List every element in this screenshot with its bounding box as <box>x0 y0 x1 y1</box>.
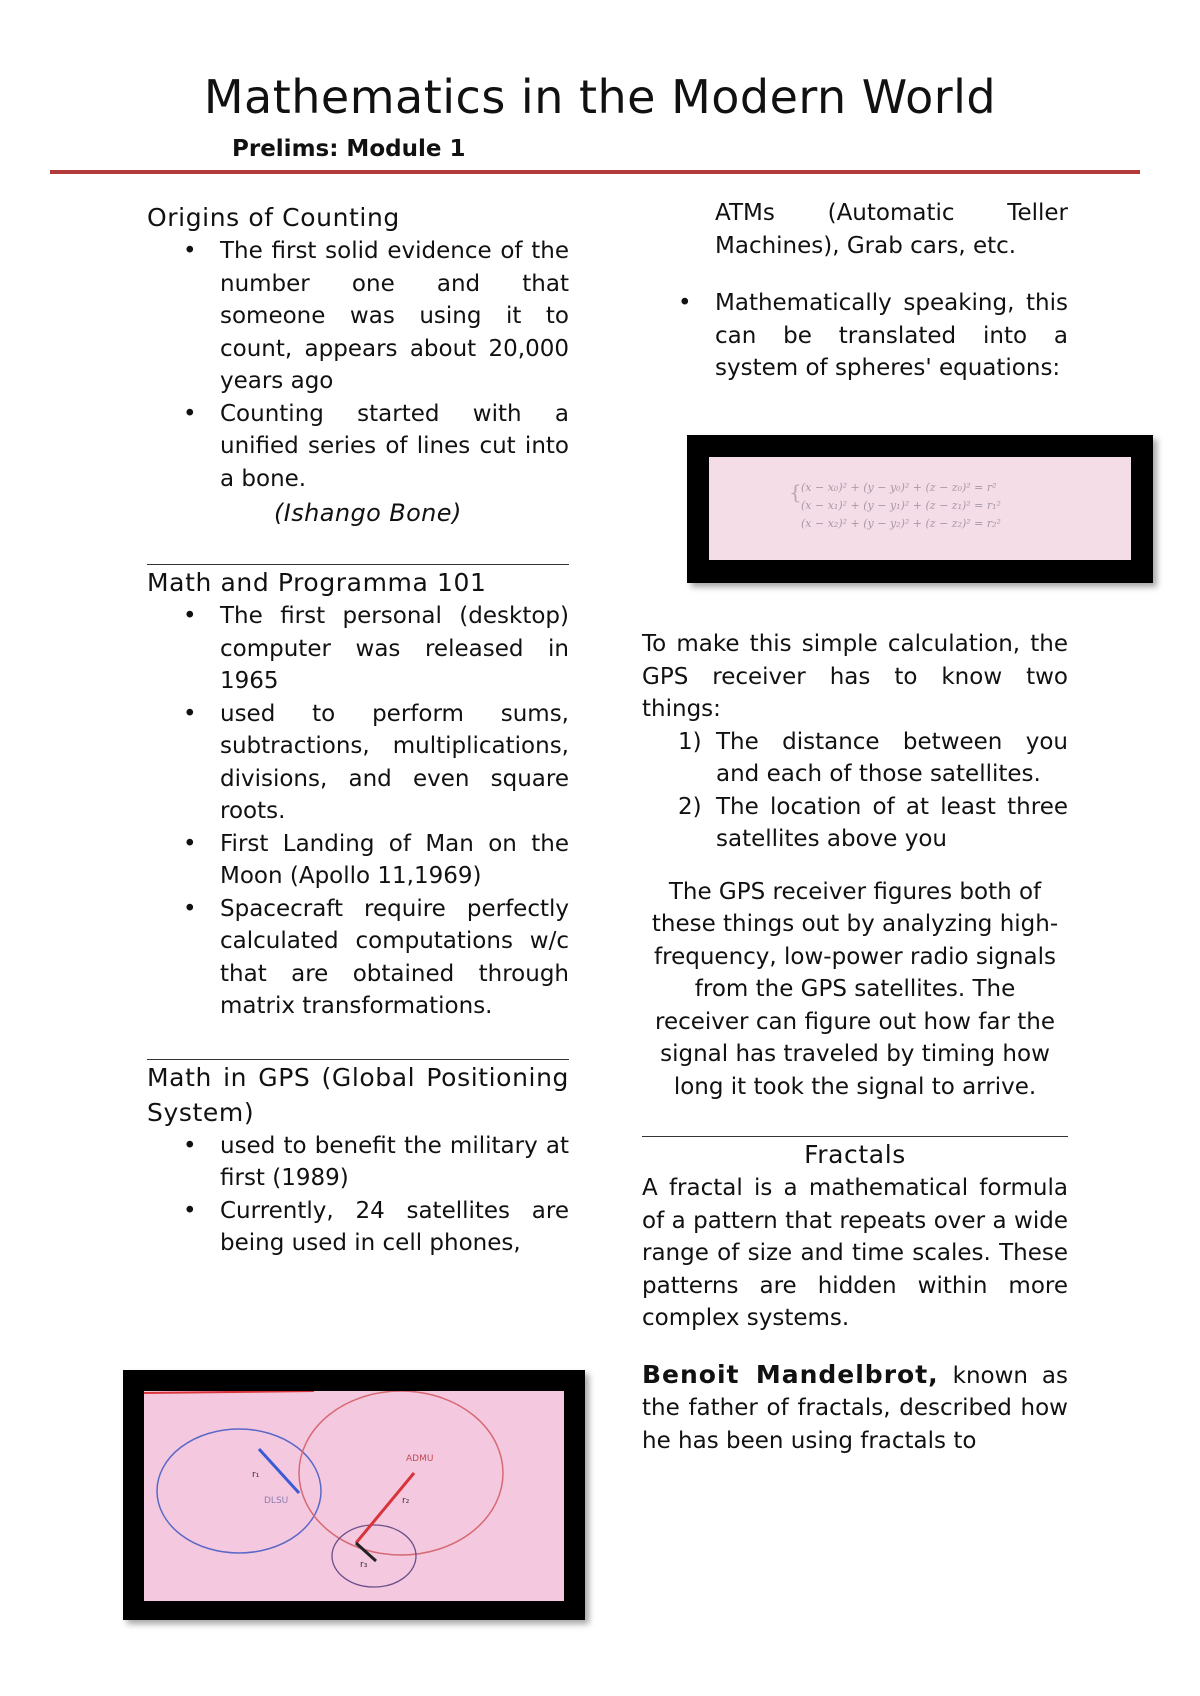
gps-diagram-canvas <box>144 1391 564 1601</box>
page-title: Mathematics in the Modern World <box>203 70 997 124</box>
section-heading-origins: Origins of Counting <box>147 203 400 232</box>
section-heading-fractals: Fractals <box>804 1140 906 1169</box>
right-column-bottom <box>642 628 1068 1457</box>
r2-label: r₂ <box>402 1496 410 1506</box>
title-divider <box>50 170 1140 174</box>
list-item <box>642 791 1068 856</box>
origins-list <box>147 235 569 495</box>
red-radius-line <box>356 1473 414 1543</box>
calc-paragraph: To make this simple calculation, the GPS receiver has to know two things: <box>642 631 1068 722</box>
receiver-paragraph: The GPS receiver figures both of these things out by analyzing high-frequency, low-power radio signals from the GPS satellites. The receiver can figure out how far the signal has traveled by timing how long it took the signal to arrive. <box>651 878 1059 1100</box>
sphere-equations-image <box>687 435 1153 583</box>
programma-list <box>147 600 569 1023</box>
list-item: • The first solid evidence of the number one and that someone was using it to count, appears about 20,000 years ago <box>147 235 569 398</box>
equations-block <box>801 479 1001 533</box>
r3-label: r₃ <box>360 1560 368 1570</box>
list-item <box>642 726 1068 791</box>
fractals-paragraph: A fractal is a mathematical formula of a pattern that repeats over a wide range of size and time scales. These patterns are hidden within more complex systems. <box>642 1175 1068 1331</box>
left-column <box>147 200 569 1260</box>
blue-radius-line <box>259 1449 299 1493</box>
mandelbrot-paragraph <box>642 1359 1068 1458</box>
gps-diagram-svg <box>144 1391 564 1601</box>
needs-list <box>642 726 1068 856</box>
list-item: • Spacecraft require perfectly calculated computations w/c that are obtained through matrix transformations. <box>147 893 569 1023</box>
third-circle <box>332 1525 416 1587</box>
r1-label: r₁ <box>252 1470 260 1480</box>
gps-continued-text: ATMs (Automatic Teller Machines), Grab cars, etc. <box>715 200 1068 259</box>
list-item: • The first personal (desktop) computer was released in 1965 <box>147 600 569 698</box>
gps-list <box>147 1130 569 1260</box>
page-subtitle: Prelims: Module 1 <box>232 136 466 162</box>
equation-line: (x − x₀)² + (y − y₀)² + (z − z₀)² = r² <box>801 481 997 494</box>
equation-line: (x − x₁)² + (y − y₁)² + (z − z₁)² = r₁² <box>801 499 1001 512</box>
list-text: The location of at least three satellites above you <box>716 793 1068 852</box>
list-item: • used to perform sums, subtractions, multiplications, divisions, and even square roots. <box>147 698 569 828</box>
list-item: • Mathematically speaking, this can be translated into a system of spheres' equations: <box>642 287 1068 385</box>
admu-circle <box>299 1391 503 1555</box>
admu-label: ADMU <box>406 1454 434 1464</box>
list-number: 2) <box>678 793 702 820</box>
gps-circles-image <box>123 1370 585 1620</box>
dlsu-label: DLSU <box>264 1496 289 1506</box>
mandelbrot-text: known as the father of fractals, described how he has been using fractals to <box>642 1362 1068 1454</box>
spheres-list <box>642 287 1068 385</box>
list-item: • First Landing of Man on the Moon (Apollo 11,1969) <box>147 828 569 893</box>
right-column-top <box>642 197 1068 385</box>
equation-line: (x − x₂)² + (y − y₂)² + (z − z₂)² = r₂² <box>801 517 1001 530</box>
section-heading-gps: Math in GPS (Global Positioning System) <box>147 1062 569 1127</box>
equations-brace: { <box>789 480 802 504</box>
top-edge-line <box>144 1391 314 1393</box>
list-text: The distance between you and each of those satellites. <box>716 728 1068 787</box>
equations-canvas <box>709 457 1131 560</box>
list-item: • Counting started with a unified series of lines cut into a bone. <box>147 398 569 496</box>
mandelbrot-name: Benoit Mandelbrot, <box>642 1359 939 1389</box>
list-item: • used to benefit the military at first (1989) <box>147 1130 569 1195</box>
list-item: • Currently, 24 satellites are being used in cell phones, <box>147 1195 569 1260</box>
ishango-caption: (Ishango Bone) <box>274 499 462 527</box>
section-heading-programma: Math and Programma 101 <box>147 568 487 597</box>
list-number: 1) <box>678 728 702 755</box>
